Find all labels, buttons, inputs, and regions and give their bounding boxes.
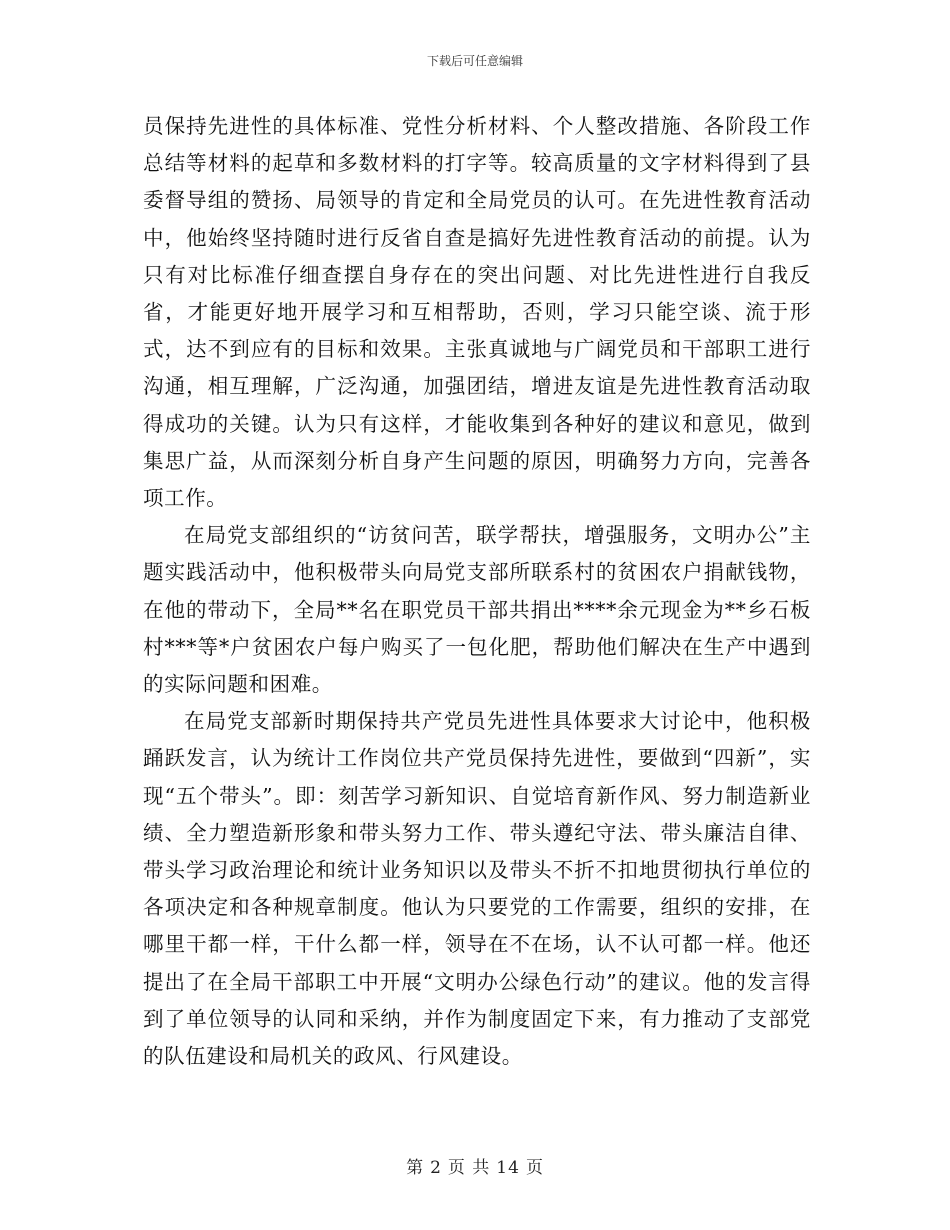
- paragraph-continued: 员保持先进性的具体标准、党性分析材料、个人整改措施、各阶段工作总结等材料的起草和多数材料的打字等。较高质量的文字材料得到了县委督导组的赞扬、局领导的肯定和全局党员的认可。在先进性教育活动中，他始终坚持随时进行反省自查是搞好先进性教育活动的前提。认为只有对比标准仔细查摆自身存在的突出问题、对比先进性进行自我反省，才能更好地开展学习和互相帮助，否则，学习只能空谈、流于形式，达不到应有的目标和效果。主张真诚地与广阔党员和干部职工进行沟通，相互理解，广泛沟通，加强团结，增进友谊是先进性教育活动取得成功的关键。认为只有这样，才能收集到各种好的建议和意见，做到集思广益，从而深刻分析自身产生问题的原因，明确努力方向，完善各项工作。: [143, 114, 811, 511]
- footer-page-number: 2: [430, 1158, 442, 1178]
- footer-prefix: 第: [406, 1158, 425, 1178]
- footer-middle: 页 共: [447, 1158, 491, 1178]
- footer-suffix: 页: [525, 1158, 544, 1178]
- page-footer: [0, 1153, 950, 1178]
- footer-total-pages: 14: [496, 1158, 520, 1178]
- paragraph-poverty-relief: 在局党支部组织的“访贫问苦，联学帮扶，增强服务，文明办公”主题实践活动中，他积极带头向局党支部所联系村的贫困农户捐献钱物，在他的带动下，全局**名在职党员干部共捐出****余元现金为**乡石板村***等*户贫困农户每户购买了一包化肥，帮助他们解决在生产中遇到的实际问题和困难。: [143, 523, 811, 697]
- paragraph-discussion: 在局党支部新时期保持共产党员先进性具体要求大讨论中，他积极踊跃发言，认为统计工作岗位共产党员保持先进性，要做到“四新”，实现“五个带头”。即：刻苦学习新知识、自觉培育新作风、努力制造新业绩、全力塑造新形象和带头努力工作、带头遵纪守法、带头廉洁自律、带头学习政治理论和统计业务知识以及带头不折不扣地贯彻执行单位的各项决定和各种规章制度。他认为只要党的工作需要，组织的安排，在哪里干都一样，干什么都一样，领导在不在场，认不认可都一样。他还提出了在全局干部职工中开展“文明办公绿色行动”的建议。他的发言得到了单位领导的认同和采纳，并作为制度固定下来，有力推动了支部党的队伍建设和局机关的政风、行风建设。: [143, 709, 811, 1069]
- document-body: [143, 108, 811, 1075]
- page-header: 下载后可任意编辑: [426, 54, 523, 68]
